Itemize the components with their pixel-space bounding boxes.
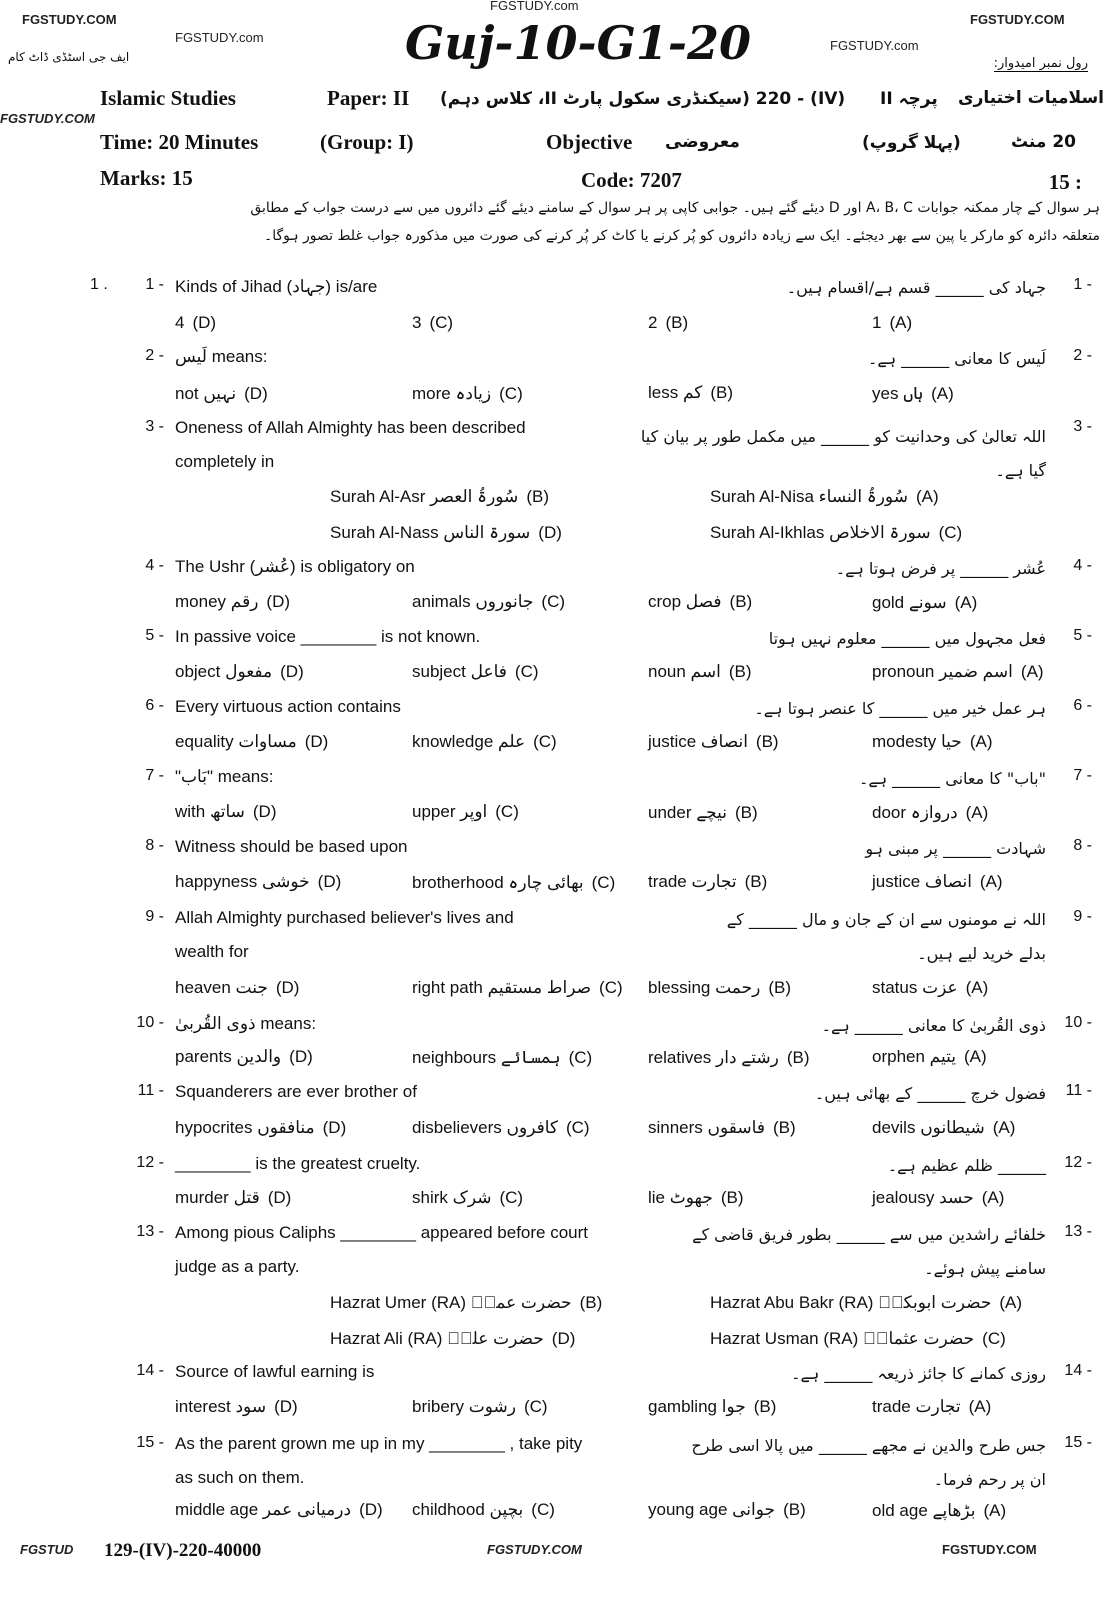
question-text-urdu: لَیس کا معانی ______ ہے۔ xyxy=(867,349,1046,368)
watermark: FGSTUDY.com xyxy=(490,0,579,13)
option-letter: (C) xyxy=(495,802,519,821)
question-number-urdu: 9 - xyxy=(1073,908,1092,925)
question-number-urdu: 7 - xyxy=(1073,767,1092,784)
option-text: sinners فاسقوں xyxy=(648,1118,765,1137)
option-text: interest سود xyxy=(175,1397,267,1416)
option-letter: (D) xyxy=(275,978,300,997)
question-number-urdu: 14 - xyxy=(1064,1362,1092,1379)
option-c xyxy=(412,592,565,612)
option-text: Surah Al-Nisa سُورۃُ النساء xyxy=(710,487,908,506)
option-b xyxy=(648,592,752,612)
option-letter: (B) xyxy=(665,313,689,332)
option-text: brotherhood بھائی چارہ xyxy=(412,873,584,892)
option-text: blessing رحمت xyxy=(648,978,761,997)
option-c xyxy=(412,1118,590,1138)
option-text: yes ہاں xyxy=(872,384,924,403)
option-letter: (D) xyxy=(280,662,304,681)
option-text: lie جھوٹ xyxy=(648,1188,713,1207)
option-letter: (B) xyxy=(783,1500,806,1519)
question-text-en: Among pious Caliphs ________ appeared before court xyxy=(175,1223,589,1242)
option-text: status عزت xyxy=(872,978,958,997)
option-letter: (B) xyxy=(729,592,753,611)
option-letter: (B) xyxy=(786,1048,810,1067)
option-d xyxy=(175,313,216,333)
question-text-en: Witness should be based upon xyxy=(175,837,408,856)
option-letter: (B) xyxy=(772,1118,796,1137)
option-letter: (C) xyxy=(541,592,566,611)
option-letter: (A) xyxy=(931,384,954,403)
option-d xyxy=(330,1329,575,1349)
question-number-urdu: 11 - xyxy=(1065,1082,1092,1099)
option-a xyxy=(872,978,988,998)
question-text-urdu: شہادت ______ پر مبنی ہو xyxy=(865,839,1046,858)
option-c xyxy=(412,1188,523,1208)
option-text: equality مساوات xyxy=(175,732,297,751)
option-d xyxy=(175,802,276,822)
option-letter: (B) xyxy=(728,662,752,681)
option-a xyxy=(872,1047,987,1067)
objective: Objective xyxy=(546,130,633,154)
option-d xyxy=(175,872,341,892)
urdu-paper: پرچہ II xyxy=(880,89,938,109)
option-letter: (D) xyxy=(244,384,268,403)
option-letter: (D) xyxy=(304,732,329,751)
option-d xyxy=(175,978,299,998)
question-text-urdu: بدلے خرید لیے ہیں۔ xyxy=(917,944,1046,963)
option-text: 4 xyxy=(175,313,185,332)
time: Time: 20 Minutes xyxy=(100,130,259,154)
option-text: trade تجارت xyxy=(648,872,737,891)
option-letter: (A) xyxy=(983,1501,1007,1520)
option-text: shirk شرک xyxy=(412,1188,492,1207)
option-b xyxy=(648,383,733,403)
question-number-urdu: 4 - xyxy=(1073,557,1092,574)
option-text: subject فاعل xyxy=(412,662,507,681)
option-letter: (C) xyxy=(429,313,454,332)
option-text: right path صراط مستقیم xyxy=(412,978,592,997)
option-a xyxy=(872,872,1003,892)
question-number-urdu: 1 - xyxy=(1073,276,1092,293)
option-d xyxy=(330,522,562,543)
question-number: 1 - xyxy=(145,276,164,293)
option-letter: (D) xyxy=(252,802,277,821)
question-number-urdu: 6 - xyxy=(1073,697,1092,714)
option-letter: (B) xyxy=(744,872,768,891)
option-letter: (A) xyxy=(954,593,978,612)
question-number: 5 - xyxy=(145,627,164,644)
option-text: trade تجارت xyxy=(872,1397,961,1416)
option-text: Hazrat Umer (RA) حضرت عمرؓ xyxy=(330,1293,572,1312)
option-text: 3 xyxy=(412,313,422,332)
question-number-urdu: 13 - xyxy=(1064,1223,1092,1240)
watermark: FGSTUDY.COM xyxy=(0,111,95,126)
option-text: gold سونے xyxy=(872,593,947,612)
watermark: ایف جی اسٹڈی ڈاٹ کام xyxy=(8,50,130,64)
option-text: bribery رشوت xyxy=(412,1397,516,1416)
option-text: with ساتھ xyxy=(175,802,245,821)
option-letter: (B) xyxy=(579,1293,603,1312)
option-text: Hazrat Usman (RA) حضرت عثمانؓ xyxy=(710,1329,975,1348)
option-text: old age بڑھاپے xyxy=(872,1501,976,1520)
option-text: less کم xyxy=(648,383,703,402)
section-number: 1 . xyxy=(90,276,108,293)
option-c xyxy=(412,978,623,998)
group: (Group: I) xyxy=(320,130,414,154)
option-letter: (B) xyxy=(735,803,758,822)
question-text-en: Kinds of Jihad (جہاد) is/are xyxy=(175,277,378,296)
option-text: justice انصاف xyxy=(648,732,748,751)
question-text-en: The Ushr (عُشر) is obligatory on xyxy=(175,557,415,576)
option-letter: (D) xyxy=(192,313,217,332)
option-a xyxy=(872,1500,1006,1521)
question-number: 11 - xyxy=(137,1082,164,1099)
option-b xyxy=(648,1188,744,1208)
question-text-urdu: عُشر ______ پر فرض ہوتا ہے۔ xyxy=(835,559,1046,578)
option-letter: (D) xyxy=(359,1500,383,1519)
watermark: FGSTUD xyxy=(20,1542,74,1557)
question-text-urdu: ان پر رحم فرما۔ xyxy=(933,1470,1046,1489)
question-number: 2 - xyxy=(145,347,164,364)
option-d xyxy=(175,662,304,682)
question-number: 12 - xyxy=(136,1154,164,1171)
option-text: gambling جوا xyxy=(648,1397,746,1416)
watermark: FGSTUDY.COM xyxy=(487,1542,582,1557)
option-d xyxy=(175,1500,383,1520)
option-text: animals جانوروں xyxy=(412,592,534,611)
question-number-urdu: 3 - xyxy=(1073,418,1092,435)
option-letter: (D) xyxy=(322,1118,347,1137)
option-a xyxy=(872,662,1044,682)
option-a xyxy=(872,802,988,823)
candidate-roll-label: رول نمبر امیدوار: xyxy=(993,56,1088,71)
question-number: 7 - xyxy=(145,767,164,784)
question-text-urdu: جس طرح والدین نے مجھے ______ میں پالا اسی طرح xyxy=(691,1436,1046,1455)
option-text: 1 xyxy=(872,313,882,332)
question-text-en: Squanderers are ever brother of xyxy=(175,1082,417,1101)
option-letter: (C) xyxy=(568,1048,593,1067)
option-letter: (D) xyxy=(317,872,342,891)
option-text: murder قتل xyxy=(175,1188,260,1207)
question-text-en: Allah Almighty purchased believer's lives and xyxy=(175,908,514,927)
question-number: 9 - xyxy=(145,908,164,925)
option-d xyxy=(175,1188,291,1208)
question-text-urdu: جہاد کی ______ قسم ہے/اقسام ہیں۔ xyxy=(786,278,1046,297)
option-text: neighbours ہمسائے xyxy=(412,1048,561,1067)
option-letter: (C) xyxy=(514,662,539,681)
question-text-urdu: "باب" کا معانی ______ ہے۔ xyxy=(858,769,1046,788)
option-c xyxy=(412,872,615,893)
time-urdu: 20 منٹ xyxy=(1010,132,1076,152)
option-letter: (D) xyxy=(267,1188,292,1207)
option-text: under نیچے xyxy=(648,803,727,822)
option-text: Surah Al-Asr سُورۃُ العصر xyxy=(330,487,519,506)
watermark: FGSTUDY.COM xyxy=(970,12,1065,27)
option-text: relatives رشتے دار xyxy=(648,1048,779,1067)
urdu-class: (IV) - 220 (سیکنڈری سکول پارٹ II، کلاس دہم) xyxy=(440,89,846,109)
question-text-urdu: خلفائے راشدین میں سے ______ بطور فریق قاضی کے xyxy=(692,1225,1046,1244)
option-c xyxy=(412,1500,555,1520)
option-text: Surah Al-Ikhlas سورۃ الاخلاص xyxy=(710,523,931,542)
option-letter: (C) xyxy=(591,873,616,892)
option-letter: (C) xyxy=(531,1500,555,1519)
option-text: childhood بچپن xyxy=(412,1500,524,1519)
question-number: 15 - xyxy=(136,1434,164,1451)
option-d xyxy=(175,1118,346,1138)
watermark: FGSTUDY.com xyxy=(175,30,264,45)
option-a xyxy=(872,383,954,404)
option-text: crop فصل xyxy=(648,592,722,611)
subject: Islamic Studies xyxy=(100,86,236,110)
question-text-urdu: اللہ تعالیٰ کی وحدانیت کو ______ میں مکمل طور پر بیان کیا گیا ہے۔ xyxy=(640,427,1046,480)
instruction-line: متعلقہ دائرہ کو مارکر یا پین سے بھر دیجئے۔ ایک سے زیادہ دائروں کو پُر کرنے یا کاٹ کر پُر کرنے کی صورت میں مذکورہ جواب غلط تصور ہوگا۔ xyxy=(264,228,1100,244)
option-text: young age جوانی xyxy=(648,1500,776,1519)
option-a xyxy=(872,592,977,613)
option-text: jealousy حسد xyxy=(872,1188,974,1207)
option-letter: (A) xyxy=(965,803,989,822)
option-a xyxy=(872,732,992,752)
option-letter: (D) xyxy=(551,1329,576,1348)
option-letter: (C) xyxy=(982,1329,1006,1348)
question-number: 4 - xyxy=(145,557,164,574)
option-letter: (D) xyxy=(274,1397,298,1416)
option-c xyxy=(412,662,539,682)
option-text: upper اوپر xyxy=(412,802,488,821)
question-number: 13 - xyxy=(136,1223,164,1240)
question-text-urdu: روزی کمانے کا جائز ذریعہ ______ ہے۔ xyxy=(791,1364,1046,1383)
option-text: devils شیطانوں xyxy=(872,1118,985,1137)
option-text: disbelievers کافروں xyxy=(412,1118,558,1137)
question-text-en: Every virtuous action contains xyxy=(175,697,401,716)
option-text: money رقم xyxy=(175,592,259,611)
question-number-urdu: 15 - xyxy=(1064,1434,1092,1451)
option-a xyxy=(872,1188,1004,1208)
option-letter: (B) xyxy=(768,978,792,997)
option-letter: (C) xyxy=(938,523,963,542)
option-text: pronoun اسم ضمیر xyxy=(872,662,1013,681)
option-text: more زیادہ xyxy=(412,384,492,403)
question-number: 10 - xyxy=(136,1014,164,1031)
option-letter: (B) xyxy=(753,1397,777,1416)
instruction-line: ہر سوال کے چار ممکنہ جوابات A، B، C اور D دیئے گئے ہیں۔ جوابی کاپی پر ہر سوال کے سامنے دیئے گئے دائروں میں سے درست جواب کے مطابق xyxy=(250,200,1100,216)
question-text-en: Source of lawful earning is xyxy=(175,1362,375,1381)
option-c xyxy=(412,383,523,404)
option-b xyxy=(648,732,779,752)
option-text: Hazrat Abu Bakr (RA) حضرت ابوبکرؓ xyxy=(710,1293,992,1312)
option-c xyxy=(412,1047,592,1068)
option-letter: (B) xyxy=(755,732,779,751)
watermark: FGSTUDY.com xyxy=(830,38,919,53)
option-d xyxy=(175,592,290,612)
option-b xyxy=(648,1118,796,1138)
option-letter: (D) xyxy=(266,592,291,611)
option-text: modesty حیا xyxy=(872,732,962,751)
option-letter: (A) xyxy=(963,1047,987,1066)
footer-code: 129-(IV)-220-40000 xyxy=(104,1540,262,1561)
option-b xyxy=(648,1397,776,1417)
option-a xyxy=(872,1118,1015,1138)
question-text-urdu: سامنے پیش ہوئے۔ xyxy=(924,1259,1046,1278)
option-letter: (C) xyxy=(565,1118,590,1137)
question-text-urdu: فعل مجہول میں ______ معلوم نہیں ہوتا xyxy=(768,629,1046,648)
option-letter: (C) xyxy=(499,1188,524,1207)
option-a xyxy=(872,1397,991,1417)
option-a xyxy=(872,313,912,333)
option-text: 2 xyxy=(648,313,658,332)
option-c xyxy=(710,1329,1006,1349)
option-text: heaven جنت xyxy=(175,978,268,997)
option-b xyxy=(648,802,758,823)
option-text: hypocrites منافقوں xyxy=(175,1118,315,1137)
question-number-urdu: 2 - xyxy=(1073,347,1092,364)
objective-urdu: معروضی xyxy=(665,132,740,152)
question-number-urdu: 8 - xyxy=(1073,837,1092,854)
option-d xyxy=(175,1047,313,1067)
option-b xyxy=(648,1500,806,1520)
option-letter: (C) xyxy=(533,732,557,751)
question-text-en: wealth for xyxy=(175,942,249,961)
group-urdu: (پہلا گروپ) xyxy=(862,133,961,153)
option-c xyxy=(412,802,519,822)
option-a xyxy=(710,486,939,507)
option-text: middle age درمیانی عمر xyxy=(175,1500,352,1519)
watermark: FGSTUDY.COM xyxy=(22,12,117,27)
question-number: 8 - xyxy=(145,837,164,854)
question-text-en: as such on them. xyxy=(175,1468,305,1487)
question-text-en: completely in xyxy=(175,452,275,471)
question-text-en: ذوی القُربیٰ means: xyxy=(175,1014,317,1033)
question-text-en: Oneness of Allah Almighty has been described xyxy=(175,418,526,437)
option-letter: (A) xyxy=(981,1188,1005,1207)
question-text-en: "بَاب" means: xyxy=(175,767,274,786)
option-text: justice انصاف xyxy=(872,872,972,891)
option-b xyxy=(330,486,549,507)
option-letter: (D) xyxy=(538,523,562,542)
option-letter: (B) xyxy=(710,383,734,402)
question-text-en: As the parent grown me up in my ________ , take pity xyxy=(175,1434,583,1453)
watermark: FGSTUDY.COM xyxy=(942,1542,1037,1557)
paper: Paper: II xyxy=(327,86,410,110)
question-text-urdu: اللہ نے مومنوں سے ان کے جان و مال ______ کے xyxy=(726,910,1046,929)
option-b xyxy=(648,1047,809,1068)
question-number: 6 - xyxy=(145,697,164,714)
option-letter: (A) xyxy=(968,1397,992,1416)
option-c xyxy=(412,732,557,752)
question-text-urdu: ______ ظلم عظیم ہے۔ xyxy=(887,1156,1046,1175)
option-letter: (A) xyxy=(969,732,993,751)
option-text: not نہیں xyxy=(175,384,237,403)
option-letter: (C) xyxy=(523,1397,548,1416)
code: Code: 7207 xyxy=(581,168,682,192)
question-text-en: ________ is the greatest cruelty. xyxy=(175,1154,421,1173)
option-text: orphen یتیم xyxy=(872,1047,956,1066)
option-d xyxy=(175,383,268,404)
option-letter: (D) xyxy=(289,1047,313,1066)
option-b xyxy=(648,872,767,892)
option-b xyxy=(330,1293,602,1313)
option-letter: (C) xyxy=(599,978,623,997)
option-letter: (B) xyxy=(526,487,549,506)
option-letter: (A) xyxy=(999,1293,1023,1312)
option-text: parents والدین xyxy=(175,1047,282,1066)
question-number-urdu: 12 - xyxy=(1064,1154,1092,1171)
option-text: object مفعول xyxy=(175,662,273,681)
option-c xyxy=(412,1397,548,1417)
option-letter: (B) xyxy=(720,1188,744,1207)
marks-urdu: 15 : xyxy=(1048,170,1082,194)
question-number-urdu: 10 - xyxy=(1064,1014,1092,1031)
option-letter: (A) xyxy=(965,978,989,997)
option-text: knowledge علم xyxy=(412,732,526,751)
option-letter: (A) xyxy=(992,1118,1016,1137)
handwritten-code: Guj-10-G1-20 xyxy=(405,16,751,70)
option-b xyxy=(648,662,752,682)
question-text-urdu: ہر عمل خیر میں ______ کا عنصر ہوتا ہے۔ xyxy=(754,699,1046,718)
option-letter: (A) xyxy=(979,872,1003,891)
option-c xyxy=(412,313,453,333)
option-text: happyness خوشی xyxy=(175,872,310,891)
option-letter: (A) xyxy=(889,313,913,332)
question-text-urdu: ذوی القُربیٰ کا معانی ______ ہے۔ xyxy=(821,1016,1046,1035)
option-c xyxy=(710,522,962,543)
marks: Marks: 15 xyxy=(100,166,193,190)
option-text: noun اسم xyxy=(648,662,721,681)
question-number: 14 - xyxy=(136,1362,164,1379)
question-text-en: judge as a party. xyxy=(175,1257,300,1276)
option-text: door دروازہ xyxy=(872,803,958,822)
option-b xyxy=(648,978,791,998)
option-a xyxy=(710,1293,1022,1313)
option-d xyxy=(175,1397,298,1417)
option-text: Surah Al-Nass سورۃ الناس xyxy=(330,523,531,542)
question-text-en: In passive voice ________ is not known. xyxy=(175,627,481,646)
option-letter: (A) xyxy=(1020,662,1044,681)
question-text-en: لَیس means: xyxy=(175,347,268,366)
option-d xyxy=(175,732,328,752)
question-text-urdu: فضول خرچ ______ کے بھائی ہیں۔ xyxy=(814,1084,1046,1103)
urdu-subject: اسلامیات اختیاری xyxy=(957,88,1104,108)
option-letter: (C) xyxy=(499,384,523,403)
option-b xyxy=(648,313,688,333)
option-letter: (A) xyxy=(915,487,939,506)
question-number-urdu: 5 - xyxy=(1073,627,1092,644)
question-number: 3 - xyxy=(145,418,164,435)
option-text: Hazrat Ali (RA) حضرت علیؓ xyxy=(330,1329,544,1348)
